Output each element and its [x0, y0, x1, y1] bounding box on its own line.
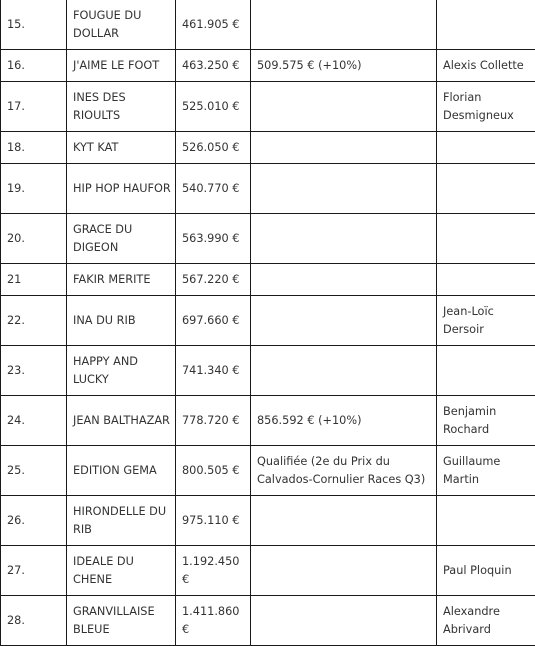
sale-price-cell [176, 496, 251, 546]
sale-price: 741.340 € [182, 363, 240, 377]
row-number: 15. [7, 17, 25, 31]
resale-info-cell [251, 164, 437, 214]
table-body [1, 0, 535, 646]
horse-name-cell [67, 496, 176, 546]
row-number-cell [1, 346, 67, 396]
buyer-name-cell [437, 546, 535, 596]
table-row [1, 446, 535, 496]
horse-name: J'AIME LE FOOT [73, 58, 160, 72]
row-number-cell [1, 596, 67, 646]
row-number: 27. [7, 563, 25, 577]
horse-name: GRACE DU DIGEON [73, 222, 133, 254]
resale-info-cell [251, 50, 437, 82]
table-row [1, 50, 535, 82]
buyer-name: Alexandre Abrivard [443, 604, 500, 636]
horse-name: KYT KAT [73, 140, 119, 154]
resale-info-cell [251, 596, 437, 646]
resale-info-cell [251, 132, 437, 164]
horse-name: IDEALE DU CHENE [73, 554, 134, 586]
resale-info-cell [251, 396, 437, 446]
table-row [1, 264, 535, 296]
row-number-cell [1, 296, 67, 346]
row-number: 24. [7, 413, 25, 427]
horse-name-cell [67, 0, 176, 50]
sale-price: 778.720 € [182, 413, 240, 427]
table-row [1, 0, 535, 50]
row-number-cell [1, 446, 67, 496]
sale-price-cell [176, 446, 251, 496]
horse-name-cell [67, 82, 176, 132]
horse-name-cell [67, 446, 176, 496]
row-number: 22. [7, 313, 25, 327]
table-row [1, 214, 535, 264]
sale-price-cell [176, 82, 251, 132]
horse-name-cell [67, 264, 176, 296]
resale-info-cell [251, 546, 437, 596]
horse-name-cell [67, 596, 176, 646]
buyer-name: Guillaume Martin [443, 454, 501, 486]
sale-price-cell [176, 596, 251, 646]
table-row [1, 296, 535, 346]
resale-info-cell [251, 82, 437, 132]
buyer-name: Jean-Loïc Dersoir [443, 304, 494, 336]
buyer-name-cell [437, 396, 535, 446]
horse-name: HAPPY AND LUCKY [73, 354, 138, 386]
row-number-cell [1, 132, 67, 164]
sale-price: 1.411.860 € [182, 604, 240, 636]
buyer-name-cell [437, 82, 535, 132]
horse-name-cell [67, 396, 176, 446]
row-number-cell [1, 264, 67, 296]
resale-info-cell [251, 446, 437, 496]
resale-info: Qualifiée (2e du Prix du Calvados-Cornulier Races Q3) [257, 454, 426, 486]
horse-name: EDITION GEMA [73, 463, 157, 477]
row-number-cell [1, 0, 67, 50]
buyer-name: Alexis Collette [443, 58, 524, 72]
sale-price-cell [176, 164, 251, 214]
sale-price: 526.050 € [182, 140, 240, 154]
buyer-name-cell [437, 296, 535, 346]
buyer-name-cell [437, 132, 535, 164]
sale-price: 567.220 € [182, 272, 240, 286]
sale-price: 563.990 € [182, 231, 240, 245]
row-number: 17. [7, 99, 25, 113]
resale-info: 509.575 € (+10%) [257, 58, 362, 72]
sale-price: 697.660 € [182, 313, 240, 327]
buyer-name: Florian Desmigneux [443, 90, 514, 122]
table-row [1, 164, 535, 214]
sale-price-cell [176, 396, 251, 446]
sale-price-cell [176, 50, 251, 82]
horse-name-cell [67, 164, 176, 214]
row-number-cell [1, 164, 67, 214]
row-number-cell [1, 82, 67, 132]
buyer-name-cell [437, 0, 535, 50]
row-number: 23. [7, 363, 25, 377]
sale-price: 461.905 € [182, 17, 240, 31]
row-number: 19. [7, 181, 25, 195]
sale-price-cell [176, 546, 251, 596]
sale-price: 540.770 € [182, 181, 240, 195]
resale-info-cell [251, 346, 437, 396]
row-number-cell [1, 50, 67, 82]
sale-price: 463.250 € [182, 58, 240, 72]
row-number: 21 [7, 272, 22, 286]
buyer-name-cell [437, 214, 535, 264]
resale-info: 856.592 € (+10%) [257, 413, 362, 427]
buyer-name-cell [437, 264, 535, 296]
row-number: 16. [7, 58, 25, 72]
row-number: 18. [7, 140, 25, 154]
table-row [1, 596, 535, 646]
table-row [1, 496, 535, 546]
horse-name: JEAN BALTHAZAR [73, 413, 170, 427]
horse-name: HIP HOP HAUFOR [73, 181, 171, 195]
buyer-name-cell [437, 496, 535, 546]
resale-info-cell [251, 296, 437, 346]
horse-name: INES DES RIOULTS [73, 90, 126, 122]
buyer-name-cell [437, 50, 535, 82]
row-number: 25. [7, 463, 25, 477]
horse-name-cell [67, 296, 176, 346]
table-row [1, 132, 535, 164]
horse-name: INA DU RIB [73, 313, 136, 327]
table-row [1, 346, 535, 396]
resale-info-cell [251, 0, 437, 50]
sale-price: 525.010 € [182, 99, 240, 113]
buyer-name: Benjamin Rochard [443, 404, 497, 436]
row-number-cell [1, 396, 67, 446]
table-row [1, 82, 535, 132]
buyer-name-cell [437, 596, 535, 646]
row-number: 28. [7, 613, 25, 627]
sale-price-cell [176, 346, 251, 396]
sale-price: 800.505 € [182, 463, 240, 477]
row-number-cell [1, 496, 67, 546]
resale-info-cell [251, 264, 437, 296]
row-number-cell [1, 546, 67, 596]
resale-info-cell [251, 214, 437, 264]
sale-price-cell [176, 214, 251, 264]
horse-name: FOUGUE DU DOLLAR [73, 8, 142, 40]
row-number-cell [1, 214, 67, 264]
horse-name-cell [67, 132, 176, 164]
horse-name: FAKIR MERITE [73, 272, 151, 286]
horse-name: GRANVILLAISE BLEUE [73, 604, 155, 636]
horse-name-cell [67, 214, 176, 264]
buyer-name-cell [437, 164, 535, 214]
horse-name-cell [67, 546, 176, 596]
sale-price-cell [176, 264, 251, 296]
row-number: 20. [7, 231, 25, 245]
horse-name-cell [67, 50, 176, 82]
sale-price-cell [176, 0, 251, 50]
buyer-name: Paul Ploquin [443, 563, 512, 577]
row-number: 26. [7, 513, 25, 527]
sale-price-cell [176, 132, 251, 164]
buyer-name-cell [437, 446, 535, 496]
table-row [1, 396, 535, 446]
resale-info-cell [251, 496, 437, 546]
sale-price: 975.110 € [182, 513, 240, 527]
horse-name-cell [67, 346, 176, 396]
table-row [1, 546, 535, 596]
buyer-name-cell [437, 346, 535, 396]
sale-price-cell [176, 296, 251, 346]
sale-price: 1.192.450 € [182, 554, 240, 586]
horse-name: HIRONDELLE DU RIB [73, 504, 167, 536]
